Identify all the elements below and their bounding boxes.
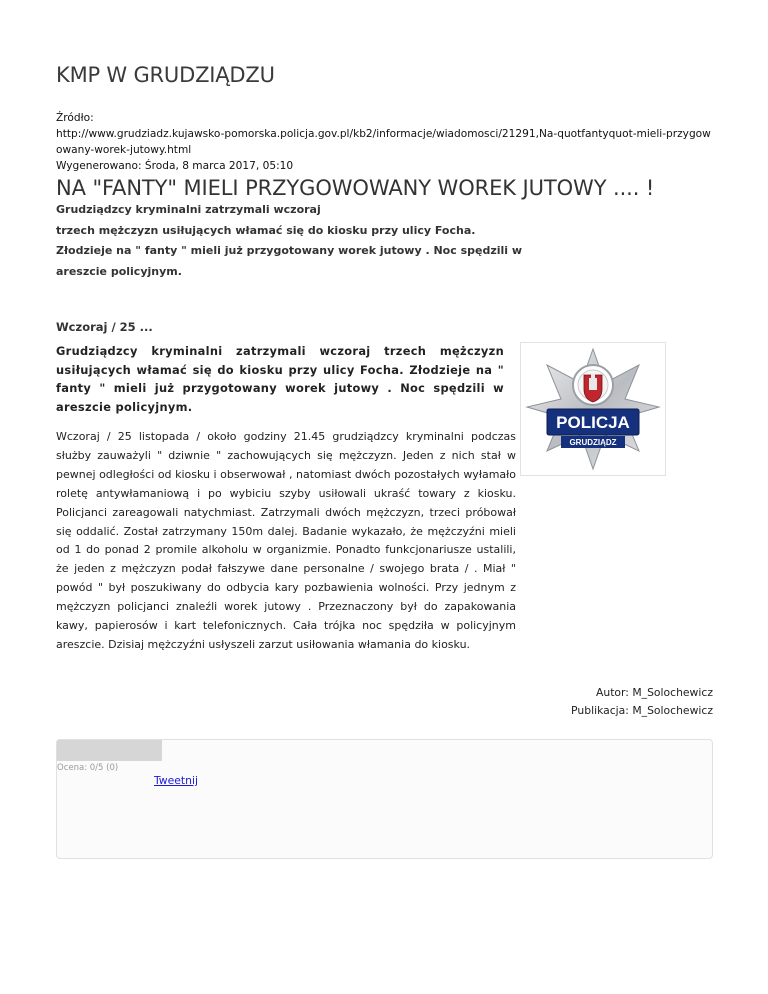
- article-intro: Grudziądzcy kryminalni zatrzymali wczoraj trzech mężczyzn usiłujących włamać się do kiosku przy ulicy Focha. Złodzieje na " fanty " mieli już przygotowany worek jutowy . Noc spędzili w areszcie policyjnym.: [56, 344, 504, 414]
- police-badge-image: [520, 342, 666, 476]
- author-block: [413, 684, 713, 720]
- rating-stars-bar[interactable]: [57, 740, 162, 761]
- publication: Publikacja: M_Solochewicz: [571, 704, 713, 717]
- article-lead: [56, 200, 616, 282]
- badge-word: POLICJA: [556, 413, 630, 432]
- badge-city: GRUDZIĄDZ: [569, 438, 617, 447]
- police-star-icon: [521, 343, 665, 475]
- source-label: Źródło:: [56, 112, 94, 124]
- rating-label: Ocena: 0/5 (0): [57, 763, 119, 773]
- lead-line: Grudziądzcy kryminalni zatrzymali wczoraj: [56, 203, 321, 216]
- generated-date: Wygenerowano: Środa, 8 marca 2017, 05:10: [56, 160, 294, 172]
- lead-line: trzech mężczyzn usiłujących włamać się do kiosku przy ulicy Focha.: [56, 223, 476, 237]
- author: Autor: M_Solochewicz: [595, 686, 713, 699]
- lead-line: Złodzieje na " fanty " mieli już przygotowany worek jutowy . Noc spędzili w: [56, 244, 523, 257]
- rating-box: [56, 739, 713, 859]
- source-url: http://www.grudziadz.kujawsko-pomorska.policja.gov.pl/kb2/informacje/wiadomosci/21291,Na-quotfantyquot-mieli-przygowowany-worek-jutowy.html: [56, 128, 711, 156]
- site-title: KMP W GRUDZIĄDZU: [56, 63, 275, 87]
- article-title: NA "FANTY" MIELI PRZYGOWOWANY WOREK JUTOWY .... !: [56, 176, 655, 200]
- lead-line: areszcie policyjnym.: [56, 264, 182, 278]
- article-body: Wczoraj / 25 listopada / około godziny 21.45 grudziądzcy kryminalni podczas służby zauważyli " dziwnie " zachowujących się mężczyzn. Jeden z nich stał w pewnej odległości od kiosku i obserwował , natomiast dwóch pozostałych wyłamało roletę antywłamaniową i po wybiciu szyby usiłowali ukraść towary z kiosku. Policjanci zareagowali natychmiast. Zatrzymali dwóch mężczyzn, trzeci próbował się oddalić. Został zatrzymany 150m dalej. Badanie wykazało, że mężczyźni mieli od 1 do ponad 2 promile alkoholu w organizmie. Ponadto funkcjonariusze ustalili, że jeden z mężczyzn podał fałszywe dane personalne / swojego brata / . Miał " powód " był poszukiwany do odbycia kary pozbawienia wolności. Przy jednym z mężczyzn policjanci znaleźli worek jutowy . Przeznaczony był do zapakowania kawy, papierosów i kart telefonicznych. Cała trójka noc spędziła w policyjnym areszcie. Dzisiaj mężczyźni usłyszeli zarzut usiłowania włamania do kiosku.: [56, 430, 516, 651]
- source-meta: [56, 110, 716, 174]
- tweet-link[interactable]: Tweetnij: [154, 774, 198, 787]
- date-heading: Wczoraj / 25 ...: [56, 320, 153, 334]
